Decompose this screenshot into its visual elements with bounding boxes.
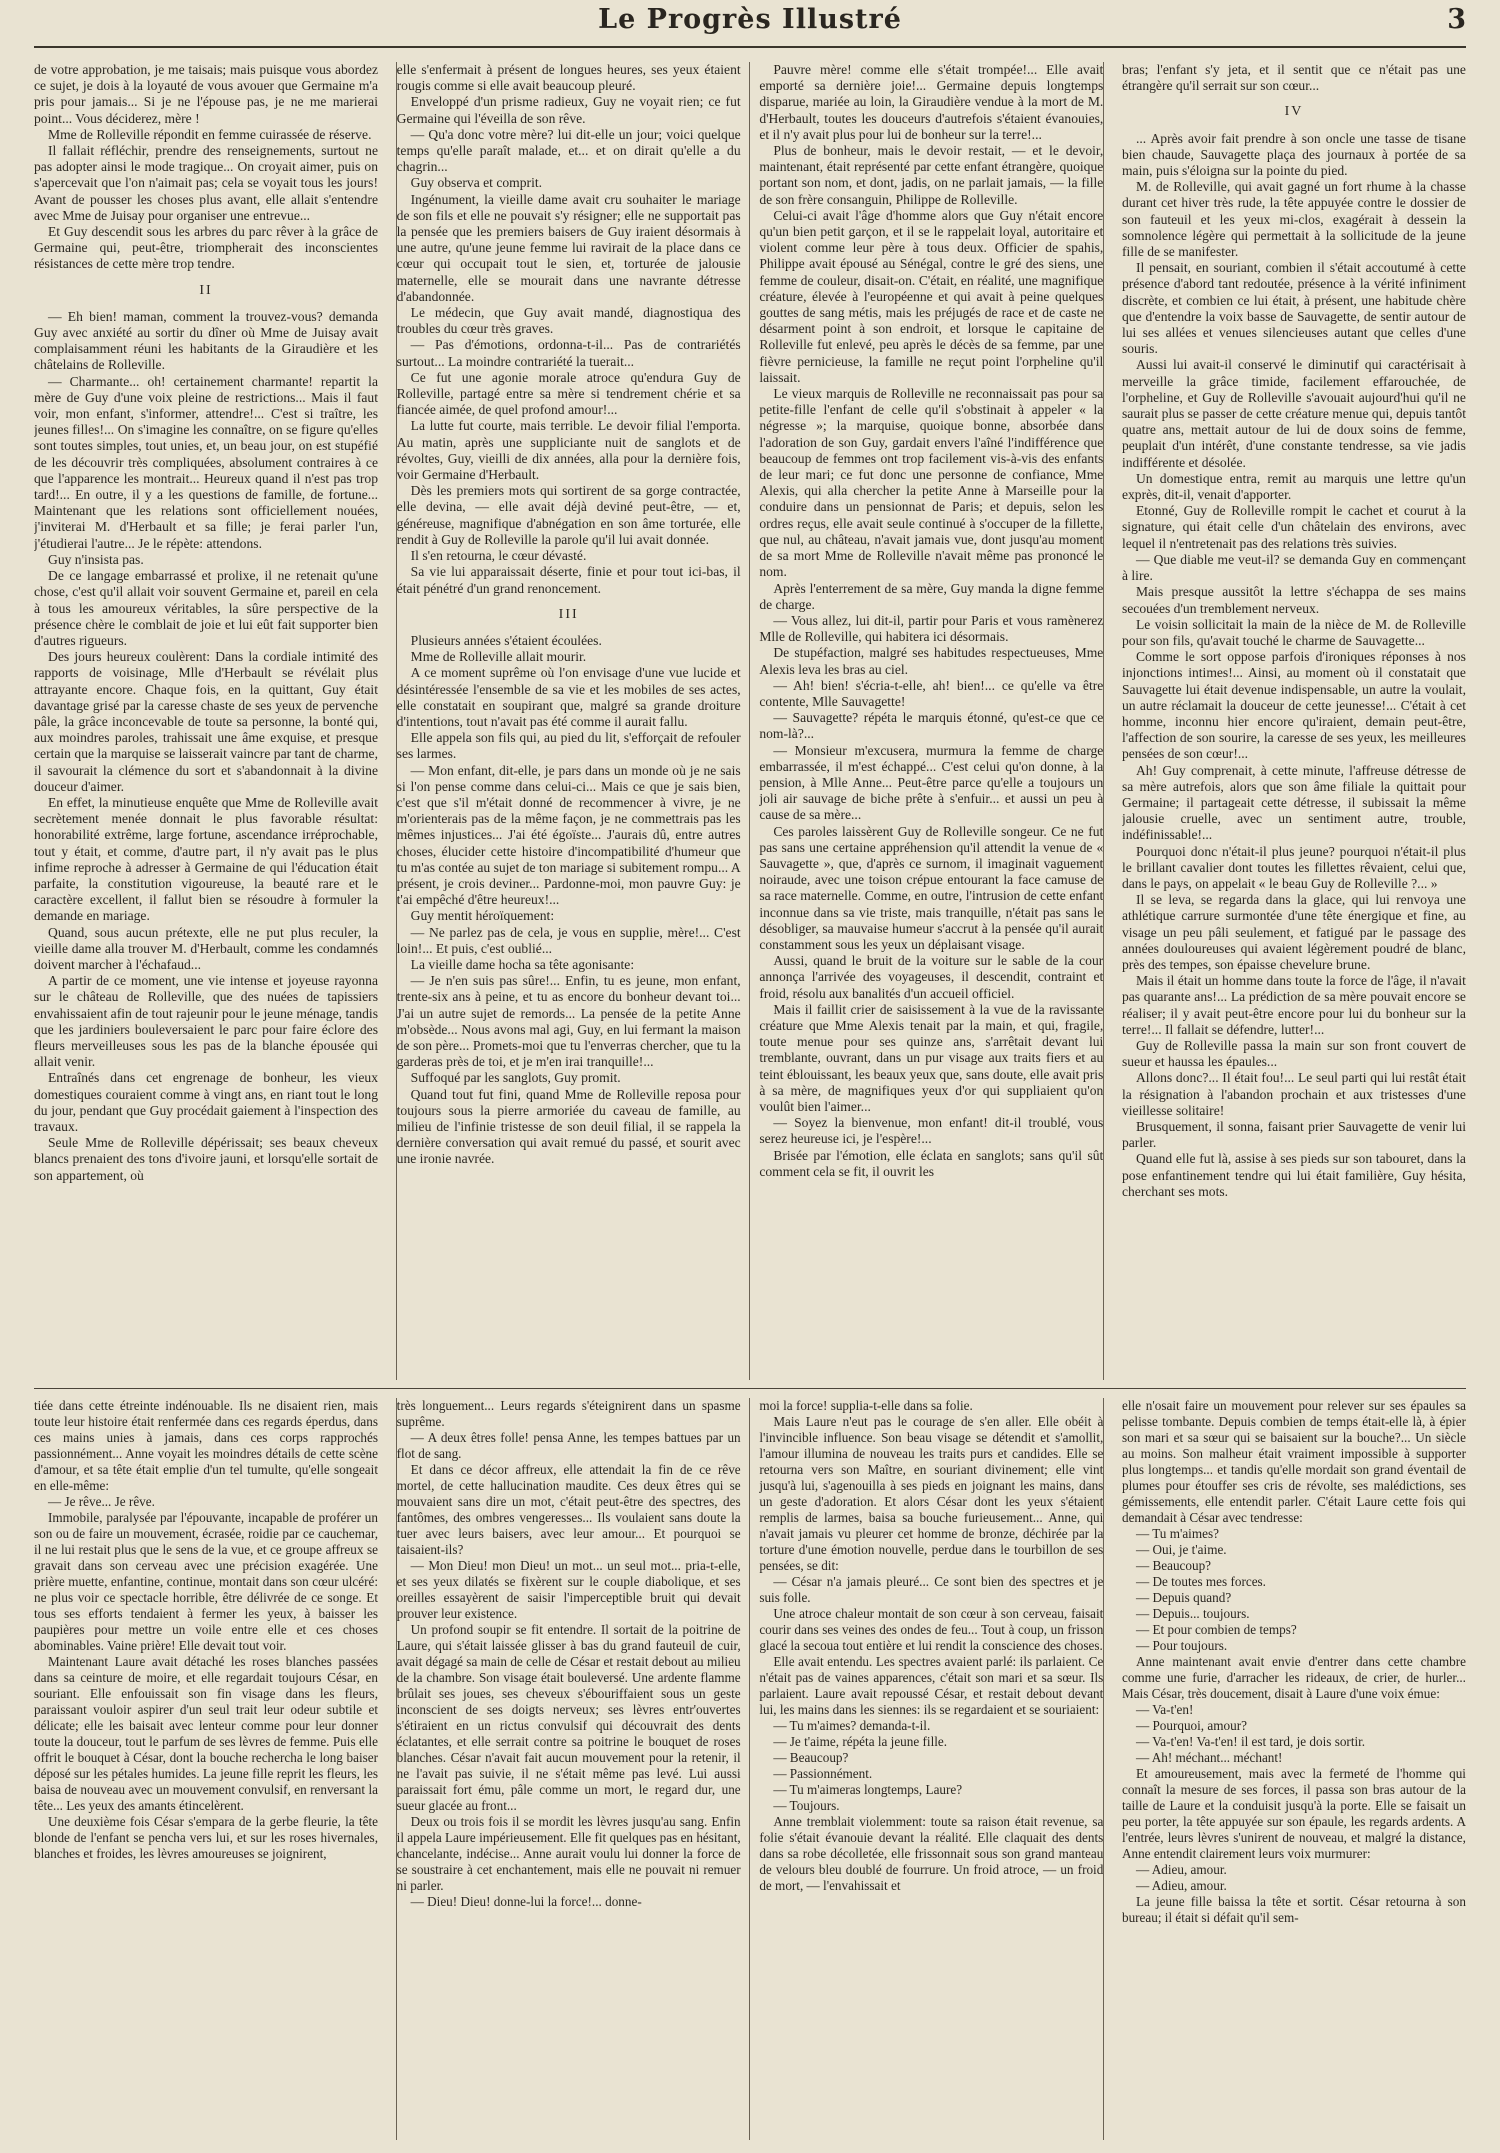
paragraph: Et amoureusement, mais avec la fermeté de l'homme qui connaît la mesure de ses forces, il passa son bras autour de la taille de Laure et la conduisit jusqu'à la porte. Elle se faisait un peu porter, la tête appuyée sur son épaule, les regards ardents. A l'entrée, leurs lèvres s'unirent de nouveau, et malgré la distance, Anne entendit clairement leurs voix murmurer:: [1121, 1766, 1466, 1861]
paragraph: La jeune fille baissa la tête et sortit. César retourna à son bureau; il était si défait qu'il sem-: [1121, 1894, 1466, 1925]
top-column-2: [397, 62, 741, 1380]
bottom-column-1: [34, 1398, 378, 2140]
top-column-3: [759, 62, 1103, 1380]
paragraph: Dès les premiers mots qui sortirent de sa gorge contractée, elle devina, — elle avait déjà deviné peut-être, — et, généreuse, magnifique d'abnégation en son âme torturée, elle rendit à Guy de Rolleville la parole qu'il lui avait donnée.: [396, 483, 741, 547]
paragraph: Des jours heureux coulèrent: Dans la cordiale intimité des rapports de voisinage, Mlle d'Herbault se révélait plus attrayante encore. Chaque fois, en la quittant, Guy était davantage grisé par la caresse chaste de ses yeux de pervenche pâle, la grâce inconcevable de toute sa personne, la bonté qui, aux moindres paroles, trahissait une âme exquise, et presque certain que la marquise se laisserait vaincre par tant de charme, il savourait la clémence du sort et s'abandonnait à la divine douceur d'aimer.: [34, 649, 378, 794]
paragraph: Ingénument, la vieille dame avait cru souhaiter le mariage de son fils et elle ne pouvait s'y résigner; elle ne supportait pas la pensée que les premiers baisers de Guy iraient désormais à une autre, qu'une jeune femme lui ravirait de la place dans ce cœur qui occupait tout le sien, et, torturée de jalousie maternelle, elle se mourait dans une navrante détresse d'abandonnée.: [396, 191, 741, 304]
paragraph: Mais Laure n'eut pas le courage de s'en aller. Elle obéit à l'invincible influence. Son beau visage se détendit et s'amollit, l'amour illumina de nouveau les traits purs et candides. Elle se retourna vers son Maître, en souriant divinement; elle vint jusqu'à lui, s'agenouilla à ses pieds en joignant les mains, dans un geste d'adoration. Et alors César dont les yeux s'étaient remplis de larmes, baisa sa bouche furieusement... Anne, qui n'avait jamais vu pleurer cet homme de bronze, déchirée par la torture d'une émotion nouvelle, perdue dans le tourbillon de ses pensées, se dit:: [759, 1414, 1104, 1573]
paragraph: Pauvre mère! comme elle s'était trompée!... Elle avait emporté sa dernière joie!... Germaine depuis longtemps disparue, mariée au loin, la Giraudière vendue à la mort de M. d'Herbault, toutes les douceurs d'autrefois s'étaient évanouies, et il n'y avait plus pour lui de bonheur sur la terre!...: [759, 62, 1104, 142]
paragraph: Deux ou trois fois il se mordit les lèvres jusqu'au sang. Enfin il appela Laure impérieusement. Elle fit quelques pas en hésitant, chancelante, indécise... Anne aurait voulu lui donner la force de se soustraire à cet enchantement, mais elle ne pouvait ni remuer ni parler.: [396, 1814, 741, 1893]
paragraph: La lutte fut courte, mais terrible. Le devoir filial l'emporta. Au matin, après une suppliciante nuit de sanglots et de révoltes, Guy, vieilli de dix années, alla pour la dernière fois, voir Germaine d'Herbault.: [396, 418, 741, 483]
paragraph: très longuement... Leurs regards s'éteignirent dans un spasme suprême.: [396, 1398, 741, 1429]
paragraph: — Je n'en suis pas sûre!... Enfin, tu es jeune, mon enfant, trente-six ans à peine, et tu as encore du bonheur devant toi... J'ai un autre sujet de remords... La pensée de la petite Anne m'obsède... Nous avons mal agi, Guy, en lui fermant la maison de son père... Promets-moi que tu l'enverras chercher, que tu la garderas près de toi, et je m'en irai tranquille!...: [396, 973, 741, 1070]
paragraph: — César n'a jamais pleuré... Ce sont bien des spectres et je suis folle.: [759, 1574, 1104, 1605]
paragraph: — Passionnément.: [773, 1766, 873, 1781]
top-story: [34, 62, 1466, 1380]
paragraph: Guy mentit héroïquement:: [410, 908, 555, 924]
paragraph: tiée dans cette étreinte indénouable. Ils ne disaient rien, mais toute leur histoire était renfermée dans ces regards éperdus, dans ces mains unies à jamais, dans ces corps rapprochés passionnément... Anne voyait les moindres détails de cette scène d'amour, et sa tête était emplie d'un tel tumulte, qu'elle songeait en elle-même:: [34, 1398, 378, 1493]
paragraph: — Que diable me veut-il? se demanda Guy en commençant à lire.: [1121, 551, 1466, 584]
paragraph: — De toutes mes forces.: [1135, 1574, 1266, 1589]
paragraph: — Pas d'émotions, ordonna-t-il... Pas de contrariétés surtout... La moindre contrariété la tuerait...: [396, 337, 741, 369]
paragraph: — Monsieur m'excusera, murmura la femme de charge embarrassée, il m'est échappé... C'est celui qu'on donne, à la pension, à Mlle Anne... Peut-être parce qu'elle a toujours un joli air sauvage de biche prête à s'enfuir... et aussi un peu à cause de sa mère...: [759, 742, 1104, 823]
paragraph: La vieille dame hocha sa tête agonisante:: [410, 956, 635, 972]
paragraph: — Je t'aime, répéta la jeune fille.: [773, 1734, 948, 1749]
bottom-column-3: [759, 1398, 1103, 2140]
paragraph: Quand tout fut fini, quand Mme de Rolleville reposa pour toujours sous la pierre armoriée du caveau de famille, au milieu de l'infinie tristesse de son deuil filial, il se rappela la dernière conversation qui avait remué du passé, et sourit avec une ironie navrée.: [396, 1086, 741, 1167]
paragraph: Entraînés dans cet engrenage de bonheur, les vieux domestiques couraient comme à vingt ans, en riant tout le long du jour, pendant que Guy procédait gaiement à l'inspection des travaux.: [34, 1070, 378, 1134]
paragraph: Anne tremblait violemment: toute sa raison était revenue, sa folie s'était évanouie devant la réalité. Elle claquait des dents dans sa robe décolletée, elle frissonnait sous son grand manteau de velours bleu doublé de fourrure. Un froid atroce, — un froid de mort, — l'envahissait et: [759, 1814, 1104, 1893]
paragraph: elle s'enfermait à présent de longues heures, ses yeux étaient rougis comme si elle avait beaucoup pleuré.: [396, 62, 741, 94]
paragraph: — Charmante... oh! certainement charmante! repartit la mère de Guy d'une voix pleine de restrictions... Mais il faut voir, mon enfant, s'informer, attendre!... C'est si traître, les jeunes filles!... On s'imagine les connaître, on se figure qu'elles sont toutes simples, tout unies, et, un beau jour, on est stupéfié de les découvrir très compliquées, absolument contraires à ce que l'apparence les montrait... Heureux quand il n'est pas trop tard!... En outre, il y a les questions de famille, de fortune... Maintenant que les relations sont officiellement nouées, j'inviterai M. d'Herbault et sa fille; je ferai parler l'un, j'étudierai l'autre... Je le répète: attendons.: [34, 373, 378, 551]
paragraph: Il fallait réfléchir, prendre des renseignements, surtout ne pas adopter ainsi le mode tragique... On croyait aimer, puis on s'apercevait que l'on n'aimait pas; cela se voyait tous les jours! Avant de pousser les choses plus avant, elle allait s'entendre avec Mme de Juisay pour organiser une entrevue...: [34, 143, 378, 223]
paragraph: — Tu m'aimes?: [1135, 1526, 1219, 1541]
paragraph: — Vous allez, lui dit-il, partir pour Paris et vous ramènerez Mlle de Rolleville, qui habitera ici désormais.: [759, 612, 1104, 645]
paragraph: — Beaucoup?: [773, 1750, 849, 1765]
column-rule: [1103, 1398, 1104, 2140]
paragraph: Elle avait entendu. Les spectres avaient parlé: ils parlaient. Ce n'était pas de vaines apparences, c'était son mari et sa sœur. Ils parlaient. Laure avait repoussé César, et restait debout devant lui, les mains dans les siennes: ils se regardaient et se souriaient:: [759, 1654, 1104, 1717]
paragraph: Il s'en retourna, le cœur dévasté.: [410, 548, 587, 564]
bottom-column-4: [1122, 1398, 1466, 2140]
paragraph: Après l'enterrement de sa mère, Guy manda la digne femme de charge.: [759, 580, 1104, 612]
newspaper-title: Le Progrès Illustré: [598, 4, 902, 35]
paragraph: — Je rêve... Je rêve.: [48, 1494, 155, 1509]
paragraph: — Adieu, amour.: [1135, 1862, 1227, 1877]
paragraph: — Mon enfant, dit-elle, je pars dans un monde où je ne sais si l'on pense comme dans celui-ci... Mais ce que je sais bien, c'est que s'il m'était donné de recommencer à vivre, je ne m'orienterais pas de la même façon, je ne commettrais pas les mêmes injustices... J'ai été égoïste... J'aurais dû, entre autres choses, élucider cette histoire d'incompatibilité d'humeur que tu m'as contée au sujet de ton mariage si subitement rompu... A présent, je crois deviner... Pardonne-moi, mon pauvre Guy: je t'ai empêché d'être heureux!...: [396, 762, 741, 908]
top-column-4: [1122, 62, 1466, 1380]
paragraph: Une deuxième fois César s'empara de la gerbe fleurie, la tête blonde de l'enfant se pencha vers lui, et sur les roses hivernales, blanches et froides, les lèvres amoureuses se joignirent,: [34, 1814, 378, 1861]
paragraph: Aussi lui avait-il conservé le diminutif qui caractérisait à merveille la grâce timide, facilement effarouchée, de l'orpheline, et Guy de Rolleville s'avouait aujourd'hui qu'il ne saurait plus se passer de cette créature menue qui, depuis tantôt quatre ans, mettait autour de lui de doux soins de femme, peuplait d'un intérêt, d'une constante tendresse, sa vie jadis indifférente et désolée.: [1121, 357, 1466, 470]
paragraph: Le médecin, que Guy avait mandé, diagnostiqua des troubles du cœur très graves.: [396, 305, 741, 337]
top-column-1: [34, 62, 378, 1380]
column-rule: [396, 1398, 397, 2140]
paragraph: — Soyez la bienvenue, mon enfant! dit-il troublé, vous serez heureuse ici, je l'espère!...: [759, 1115, 1104, 1147]
chapter-heading: III: [558, 606, 579, 622]
paragraph: Il pensait, en souriant, combien il s'était accoutumé à cette présence d'abord tant redoutée, présence à la vérité infiniment discrète, et combien ce lui était, à présent, une habitude chère que d'entendre la voix basse de Sauvagette, de sentir autour de lui ses allées et venues silencieuses autant que celles d'une souris.: [1121, 260, 1466, 357]
paragraph: Brusquement, il sonna, faisant prier Sauvagette de venir lui parler.: [1121, 1119, 1466, 1151]
paragraph: Et dans ce décor affreux, elle attendait la fin de ce rêve mortel, de cette hallucination maudite. Ces deux êtres qui se mouvaient sans dire un mot, c'était peut-être des spectres, des fantômes, des ombres vengeresses... Ils voulaient sans doute la tuer avec leurs baisers, avec leur amour... Et pourquoi se taisaient-ils?: [396, 1462, 741, 1557]
paragraph: Guy observa et comprit.: [410, 175, 543, 191]
paragraph: En effet, la minutieuse enquête que Mme de Rolleville avait secrètement menée donnait le plus favorable résultat: honorabilité extrême, large fortune, ascendance irréprochable, tout y était, et comme, d'autre part, il n'y avait pas le plus infime reproche à adresser à Germaine de qui l'éducation était parfaite, la constitution vigoureuse, la beauté rare et le caractère excellent, il fallut bien se résoudre à formuler la demande en mariage.: [34, 794, 378, 924]
paragraph: Immobile, paralysée par l'épouvante, incapable de proférer un son ou de faire un mouvement, écrasée, roidie par ce cauchemar, il ne lui restait plus que le sens de la vue, et ce groupe affreux se gravait dans son cerveau avec une précision exagérée. Une prière muette, enfantine, continue, montait dans son cœur ulcéré: ne plus voir ce spectacle horrible, être délivrée de ce songe. Et tous ses efforts tendaient à fermer les yeux, à baisser les paupières pour mettre un voile entre elle et ces choses abominables. Vaine prière! Elle devait tout voir.: [34, 1510, 378, 1653]
paragraph: elle n'osait faire un mouvement pour relever sur ses épaules sa pelisse tombante. Depuis combien de temps était-elle là, à épier son mari et sa sœur qui se baisaient sur la bouche?... Un siècle au moins. Son malheur était vraiment impossible à supporter plus longtemps... et tandis qu'elle mordait son grand éventail de plumes pour étouffer ses cris de révolte, ses malédictions, ses gémissements, elle entendit parler. C'était Laure cette fois qui demandait à César avec tendresse:: [1121, 1398, 1466, 1525]
column-rule: [749, 62, 750, 1380]
bottom-column-2: [397, 1398, 741, 2140]
column-rule: [396, 62, 397, 1380]
paragraph: Anne maintenant avait envie d'entrer dans cette chambre comme une furie, d'arracher les rideaux, de crier, de hurler... Mais César, très doucement, disait à Laure d'une voix émue:: [1121, 1654, 1466, 1701]
paragraph: Mais presque aussitôt la lettre s'échappa de ses mains secouées d'un tremblement nerveux.: [1121, 584, 1466, 616]
paragraph: Maintenant Laure avait détaché les roses blanches passées dans sa ceinture de moire, et elle regardait toujours César, en souriant. Elle enfouissait son fin visage dans les fleurs, paraissant vouloir aspirer d'un seul trait leur odeur subtile et délicate; elle les baisait avec lenteur comme pour leur donner toute la douceur, tout le parfum de ses lèvres de femme. Puis elle offrit le bouquet à César, dont la bouche rechercha le long baiser déposé sur les pétales humides. La jeune fille reprit les fleurs, les baisa de nouveau avec un mouvement convulsif, en renversant la tête... Les yeux des amants étincelèrent.: [34, 1654, 378, 1813]
paragraph: Pourquoi donc n'était-il plus jeune? pourquoi n'était-il plus le brillant cavalier dont toutes les fillettes rêvaient, celui que, dans le pays, on appelait « le beau Guy de Rolleville ?... »: [1121, 843, 1466, 891]
masthead-rule: [34, 46, 1466, 48]
paragraph: Mme de Rolleville répondit en femme cuirassée de réserve.: [48, 126, 372, 142]
paragraph: M. de Rolleville, qui avait gagné un fort rhume à la chasse durant cet hiver très rude, la tête appuyée contre le dossier de son fauteuil et les yeux mi-clos, exagérait à dessein la somnolence légère qui permettait à la sollicitude de la jeune fille de se manifester.: [1121, 179, 1466, 260]
paragraph: moi la force! supplia-t-elle dans sa folie.: [759, 1398, 973, 1413]
paragraph: bras; l'enfant s'y jeta, et il sentit que ce n'était pas une étrangère qu'il serrait sur son cœur...: [1121, 62, 1466, 94]
paragraph: Ce fut une agonie morale atroce qu'endura Guy de Rolleville, partagé entre sa mère si tendrement chérie et sa fiancée aimée, de quel profond amour!...: [396, 369, 741, 418]
paragraph: — Pourquoi, amour?: [1135, 1718, 1247, 1733]
paragraph: — Va-t'en!: [1135, 1702, 1194, 1717]
paragraph: Brisée par l'émotion, elle éclata en sanglots; sans qu'il sût comment cela se fit, il ouvrit les: [759, 1147, 1104, 1179]
paragraph: Le voisin sollicitait la main de la nièce de M. de Rolleville pour son fils, qu'avait touché le charme de Sauvagette...: [1121, 616, 1466, 648]
paragraph: — Eh bien! maman, comment la trouvez-vous? demanda Guy avec anxiété au sortir du dîner où Mme de Juisay avait complaisamment réuni les habitants de la Giraudière et les châtelains de Rolleville.: [34, 308, 378, 373]
paragraph: — Mon Dieu! mon Dieu! un mot... un seul mot... pria-t-elle, et ses yeux dilatés se fixèrent sur le couple diabolique, et ses oreilles essayèrent de saisir l'imperceptible bruit qui devait prouver leur existence.: [396, 1558, 741, 1621]
paragraph: A ce moment suprême où l'on envisage d'une vue lucide et désintéressée l'ensemble de sa vie et les mobiles de ses actes, elle constatait en soupirant que, malgré sa grande droiture d'intentions, tout n'avait pas été comme il aurait fallu.: [396, 665, 741, 729]
paragraph: Celui-ci avait l'âge d'homme alors que Guy n'était encore qu'un bien petit garçon, et il se le rappelait loyal, autoritaire et violent comme leur père à tous deux. Officier de spahis, Philippe avait épousé au Sénégal, contre le gré des siens, une femme de couleur, disait-on. C'était, en réalité, une magnifique créature, élevée à l'européenne et qui avait à peine quelques gouttes de sang métis, mais les préjugés de race et de caste ne désarment point à son endroit, et lorsque le capitaine de Rolleville fut enlevé, peu après le décès de sa femme, par une fièvre pernicieuse, la famille ne reçut point l'orpheline qu'il laissait.: [759, 207, 1104, 385]
paragraph: Il se leva, se regarda dans la glace, qui lui renvoya une athlétique carrure surmontée d'une tête énergique et fine, au visage un peu pâli seulement, et fatigué par le passage des années douloureuses qui avaient légèrement poudré de blanc, près des tempes, son épaisse chevelure brune.: [1121, 892, 1466, 972]
paragraph: Mais il faillit crier de saisissement à la vue de la ravissante créature que Mme Alexis tenait par la main, et qui, fragile, toute menue pour ses quinze ans, s'arrêtait devant lui tremblante, ouvrant, dans un pur visage aux traits fiers et au teint éblouissant, les beaux yeux que, sans doute, elle avait pris à sa mère, de magnifiques yeux d'or qui suppliaient qu'on voulût bien l'aimer...: [759, 1001, 1104, 1114]
bottom-story: [34, 1398, 1466, 2140]
paragraph: ... Après avoir fait prendre à son oncle une tasse de tisane bien chaude, Sauvagette plaça des journaux à portée de sa main, puis s'éloigna sur la pointe du pied.: [1121, 130, 1466, 179]
paragraph: Aussi, quand le bruit de la voiture sur le sable de la cour annonça l'arrivée des voyageuses, il descendit, contraint et froid, résolu aux banalités d'un accueil officiel.: [759, 953, 1104, 1001]
paragraph: — Adieu, amour.: [1135, 1878, 1227, 1893]
paragraph: Ah! Guy comprenait, à cette minute, l'affreuse détresse de sa mère autrefois, alors que son âme filiale la quittait pour Germaine; il partageait cette détresse, il subissait la même jalousie cruelle, avec un sentiment autre, trouble, indéfinissable!...: [1121, 762, 1466, 843]
paragraph: — Depuis... toujours.: [1135, 1606, 1250, 1621]
paragraph: Un profond soupir se fit entendre. Il sortait de la poitrine de Laure, qui s'était laissée glisser à bas du grand fauteuil de cuir, avait dégagé sa main de celle de César et restait debout au milieu de la chambre. Son visage était bouleversé. Une ardente flamme brûlait ses joues, ses cheveux s'ébouriffaient sous un geste inconscient de ses doigts nerveux; ses lèvres entr'ouvertes s'étiraient en un rictus convulsif qui découvrait des dents éclatantes, et elle serrait contre sa poitrine le bouquet de roses blanches. César n'avait fait aucun mouvement pour la retenir, il ne l'avait pas suivie, il ne s'était même pas levé. Lui aussi paraissait fort ému, pâle comme un mort, le regard dur, une sueur glacée au front...: [396, 1622, 741, 1813]
masthead: [0, 0, 1500, 56]
paragraph: Seule Mme de Rolleville dépérissait; ses beaux cheveux blancs prenaient des tons d'ivoire jauni, et lorsqu'elle sortait de son appartement, où: [34, 1135, 378, 1183]
paragraph: Mme de Rolleville allait mourir.: [410, 649, 587, 665]
paragraph: A partir de ce moment, une vie intense et joyeuse rayonna sur le château de Rolleville, que des nuées de tapissiers envahissaient afin de tout rajeunir pour le jeune ménage, tandis que les jardiniers bouleversaient le parc pour faire éclore des fleurs merveilleuses sous les pas de la blanche épousée qui allait venir.: [34, 973, 378, 1070]
paragraph: Allons donc?... Il était fou!... Le seul parti qui lui restât était la résignation à l'abandon prochain et aux tristesses d'une vieillesse solitaire!: [1121, 1070, 1466, 1118]
paragraph: — Depuis quand?: [1135, 1590, 1232, 1605]
paragraph: — Et pour combien de temps?: [1135, 1622, 1297, 1637]
paragraph: Suffoqué par les sanglots, Guy promit.: [410, 1070, 621, 1086]
paragraph: Sa vie lui apparaissait déserte, finie et pour tout ici-bas, il était pénétré d'un grand renoncement.: [396, 564, 741, 596]
paragraph: — Tu m'aimeras longtemps, Laure?: [773, 1782, 963, 1797]
page-number: 3: [1447, 4, 1466, 35]
paragraph: Un domestique entra, remit au marquis une lettre qu'un exprès, dit-il, venait d'apporter.: [1121, 470, 1466, 503]
column-rule: [749, 1398, 750, 2140]
paragraph: — Sauvagette? répéta le marquis étonné, qu'est-ce que ce nom-là?...: [759, 710, 1104, 742]
paragraph: — Tu m'aimes? demanda-t-il.: [773, 1718, 931, 1733]
paragraph: — Dieu! Dieu! donne-lui la force!... donne-: [410, 1894, 642, 1909]
paragraph: Plus de bonheur, mais le devoir restait, — et le devoir, maintenant, était représenté par cette enfant étrangère, quoique portant son nom, et dont, jadis, on ne parlait jamais, — la fille de son frère consanguin, Philippe de Rolleville.: [759, 143, 1104, 207]
paragraph: — Qu'a donc votre mère? lui dit-elle un jour; voici quelque temps qu'elle paraît malade, et... et on dirait qu'elle a du chagrin...: [396, 126, 741, 175]
section-divider: [34, 1388, 1466, 1389]
paragraph: De ce langage embarrassé et prolixe, il ne retenait qu'une chose, c'est qu'il allait voir souvent Germaine et, pareil en cela à tous les amoureux véritables, la sûre perspective de la présence chère le comblait de joie et lui eût fait supporter bien d'autres rigueurs.: [34, 568, 378, 648]
paragraph: Elle appela son fils qui, au pied du lit, s'efforçait de refouler ses larmes.: [396, 730, 741, 762]
paragraph: — Toujours.: [773, 1798, 840, 1813]
paragraph: — Beaucoup?: [1135, 1558, 1212, 1573]
paragraph: Guy n'insista pas.: [48, 551, 144, 567]
paragraph: Plusieurs années s'étaient écoulées.: [410, 632, 602, 648]
chapter-heading: IV: [1284, 104, 1304, 120]
paragraph: De stupéfaction, malgré ses habitudes respectueuses, Mme Alexis leva les bras au ciel.: [759, 645, 1104, 677]
paragraph: Mais il était un homme dans toute la force de l'âge, il n'avait pas quarante ans!... La prédiction de sa mère pouvait encore se réaliser; il y avait peut-être encore pour lui du bonheur sur la terre!... Il fallait se défendre, lutter!...: [1121, 973, 1466, 1037]
paragraph: Enveloppé d'un prisme radieux, Guy ne voyait rien; ce fut Germaine qui l'éveilla de son rêve.: [396, 94, 741, 126]
paragraph: — Pour toujours.: [1135, 1638, 1228, 1653]
paragraph: Comme le sort oppose parfois d'ironiques réponses à nos injonctions intimes!... Ainsi, au moment où il constatait que Sauvagette lui était devenue indispensable, un autre la voulait, un autre réclamait la douceur de cette jeunesse!... C'était à cet homme, inconnu hier encore qu'iraient, demain peut-être, l'affection de son sourire, la caresse de ses yeux, les meilleures pensées de son cœur!...: [1121, 649, 1466, 762]
paragraph: — A deux êtres folle! pensa Anne, les tempes battues par un flot de sang.: [396, 1430, 741, 1461]
paragraph: — Va-t'en! Va-t'en! il est tard, je dois sortir.: [1135, 1734, 1366, 1749]
paragraph: Etonné, Guy de Rolleville rompit le cachet et courut à la signature, qui était celle d'un châtelain des environs, avec lequel il n'entretenait pas des relations très suivies.: [1121, 503, 1466, 551]
column-rule: [1103, 62, 1104, 1380]
chapter-heading: II: [199, 282, 213, 298]
paragraph: — Ah! méchant... méchant!: [1135, 1750, 1283, 1765]
paragraph: — Ah! bien! s'écria-t-elle, ah! bien!... ce qu'elle va être contente, Mlle Sauvagette!: [759, 677, 1104, 709]
paragraph: Le vieux marquis de Rolleville ne reconnaissait pas pour sa petite-fille l'enfant de celle qu'il s'obstinait à appeler « la négresse »; la marquise, quoique bonne, absorbée dans l'adoration de son Guy, gardait envers l'aîné l'indifférence que beaucoup de femmes ont trop facilement vis-à-vis des enfants de leur mari; ce fut donc une personne de confiance, Mme Alexis, qui alla chercher la petite Anne à Marseille pour la conduire dans un pensionnat de Paris; et depuis, selon les ordres reçus, elle avait seule continué à s'occuper de la fillette, que nul, au château, n'avait jamais vue, dont jusqu'au moment de sa mort Mme de Rolleville n'avait même pas prononcé le nom.: [759, 386, 1104, 580]
paragraph: Quand, sous aucun prétexte, elle ne put plus reculer, la vieille dame alla trouver M. d'Herbault, comme les condamnés doivent marcher à l'échafaud...: [34, 924, 378, 972]
paragraph: Une atroce chaleur montait de son cœur à son cerveau, faisait courir dans ses veines des ondes de feu... Tout à coup, un frisson glacé la secoua tout entière et lui rendit la conscience des choses.: [759, 1606, 1104, 1653]
paragraph: — Ne parlez pas de cela, je vous en supplie, mère!... C'est loin!... Et puis, c'est oublié...: [396, 924, 741, 956]
paragraph: — Oui, je t'aime.: [1135, 1542, 1227, 1557]
paragraph: Guy de Rolleville passa la main sur son front couvert de sueur et haussa les épaules...: [1121, 1037, 1466, 1070]
paragraph: Ces paroles laissèrent Guy de Rolleville songeur. Ce ne fut pas sans une certaine appréhension qu'il attendit la venue de « Sauvagette », que, d'après ce surnom, il imaginait vaguement noiraude, avec une toison crépue entourant la face camuse de sa race maternelle. Comme, en outre, l'intrusion de cette enfant inconnue dans sa vie triste, mais tranquille, n'était pas sans le désobliger, sa mauvaise humeur s'accrut à la pensée qu'il aurait constamment sous les yeux un déplaisant visage.: [759, 823, 1104, 952]
paragraph: Et Guy descendit sous les arbres du parc rêver à la grâce de Germaine qui, peut-être, triompherait des inconscientes résistances de cette mère trop tendre.: [34, 224, 378, 272]
paragraph: de votre approbation, je me taisais; mais puisque vous abordez ce sujet, je dois à la loyauté de vous avouer que Germaine m'a pris pour jamais... Si je ne l'épouse pas, je ne me marierai point... Vous déciderez, mère !: [34, 62, 378, 126]
paragraph: Quand elle fut là, assise à ses pieds sur son tabouret, dans la pose enfantinement tendre qui lui était familière, Guy hésita, cherchant ses mots.: [1121, 1151, 1466, 1199]
